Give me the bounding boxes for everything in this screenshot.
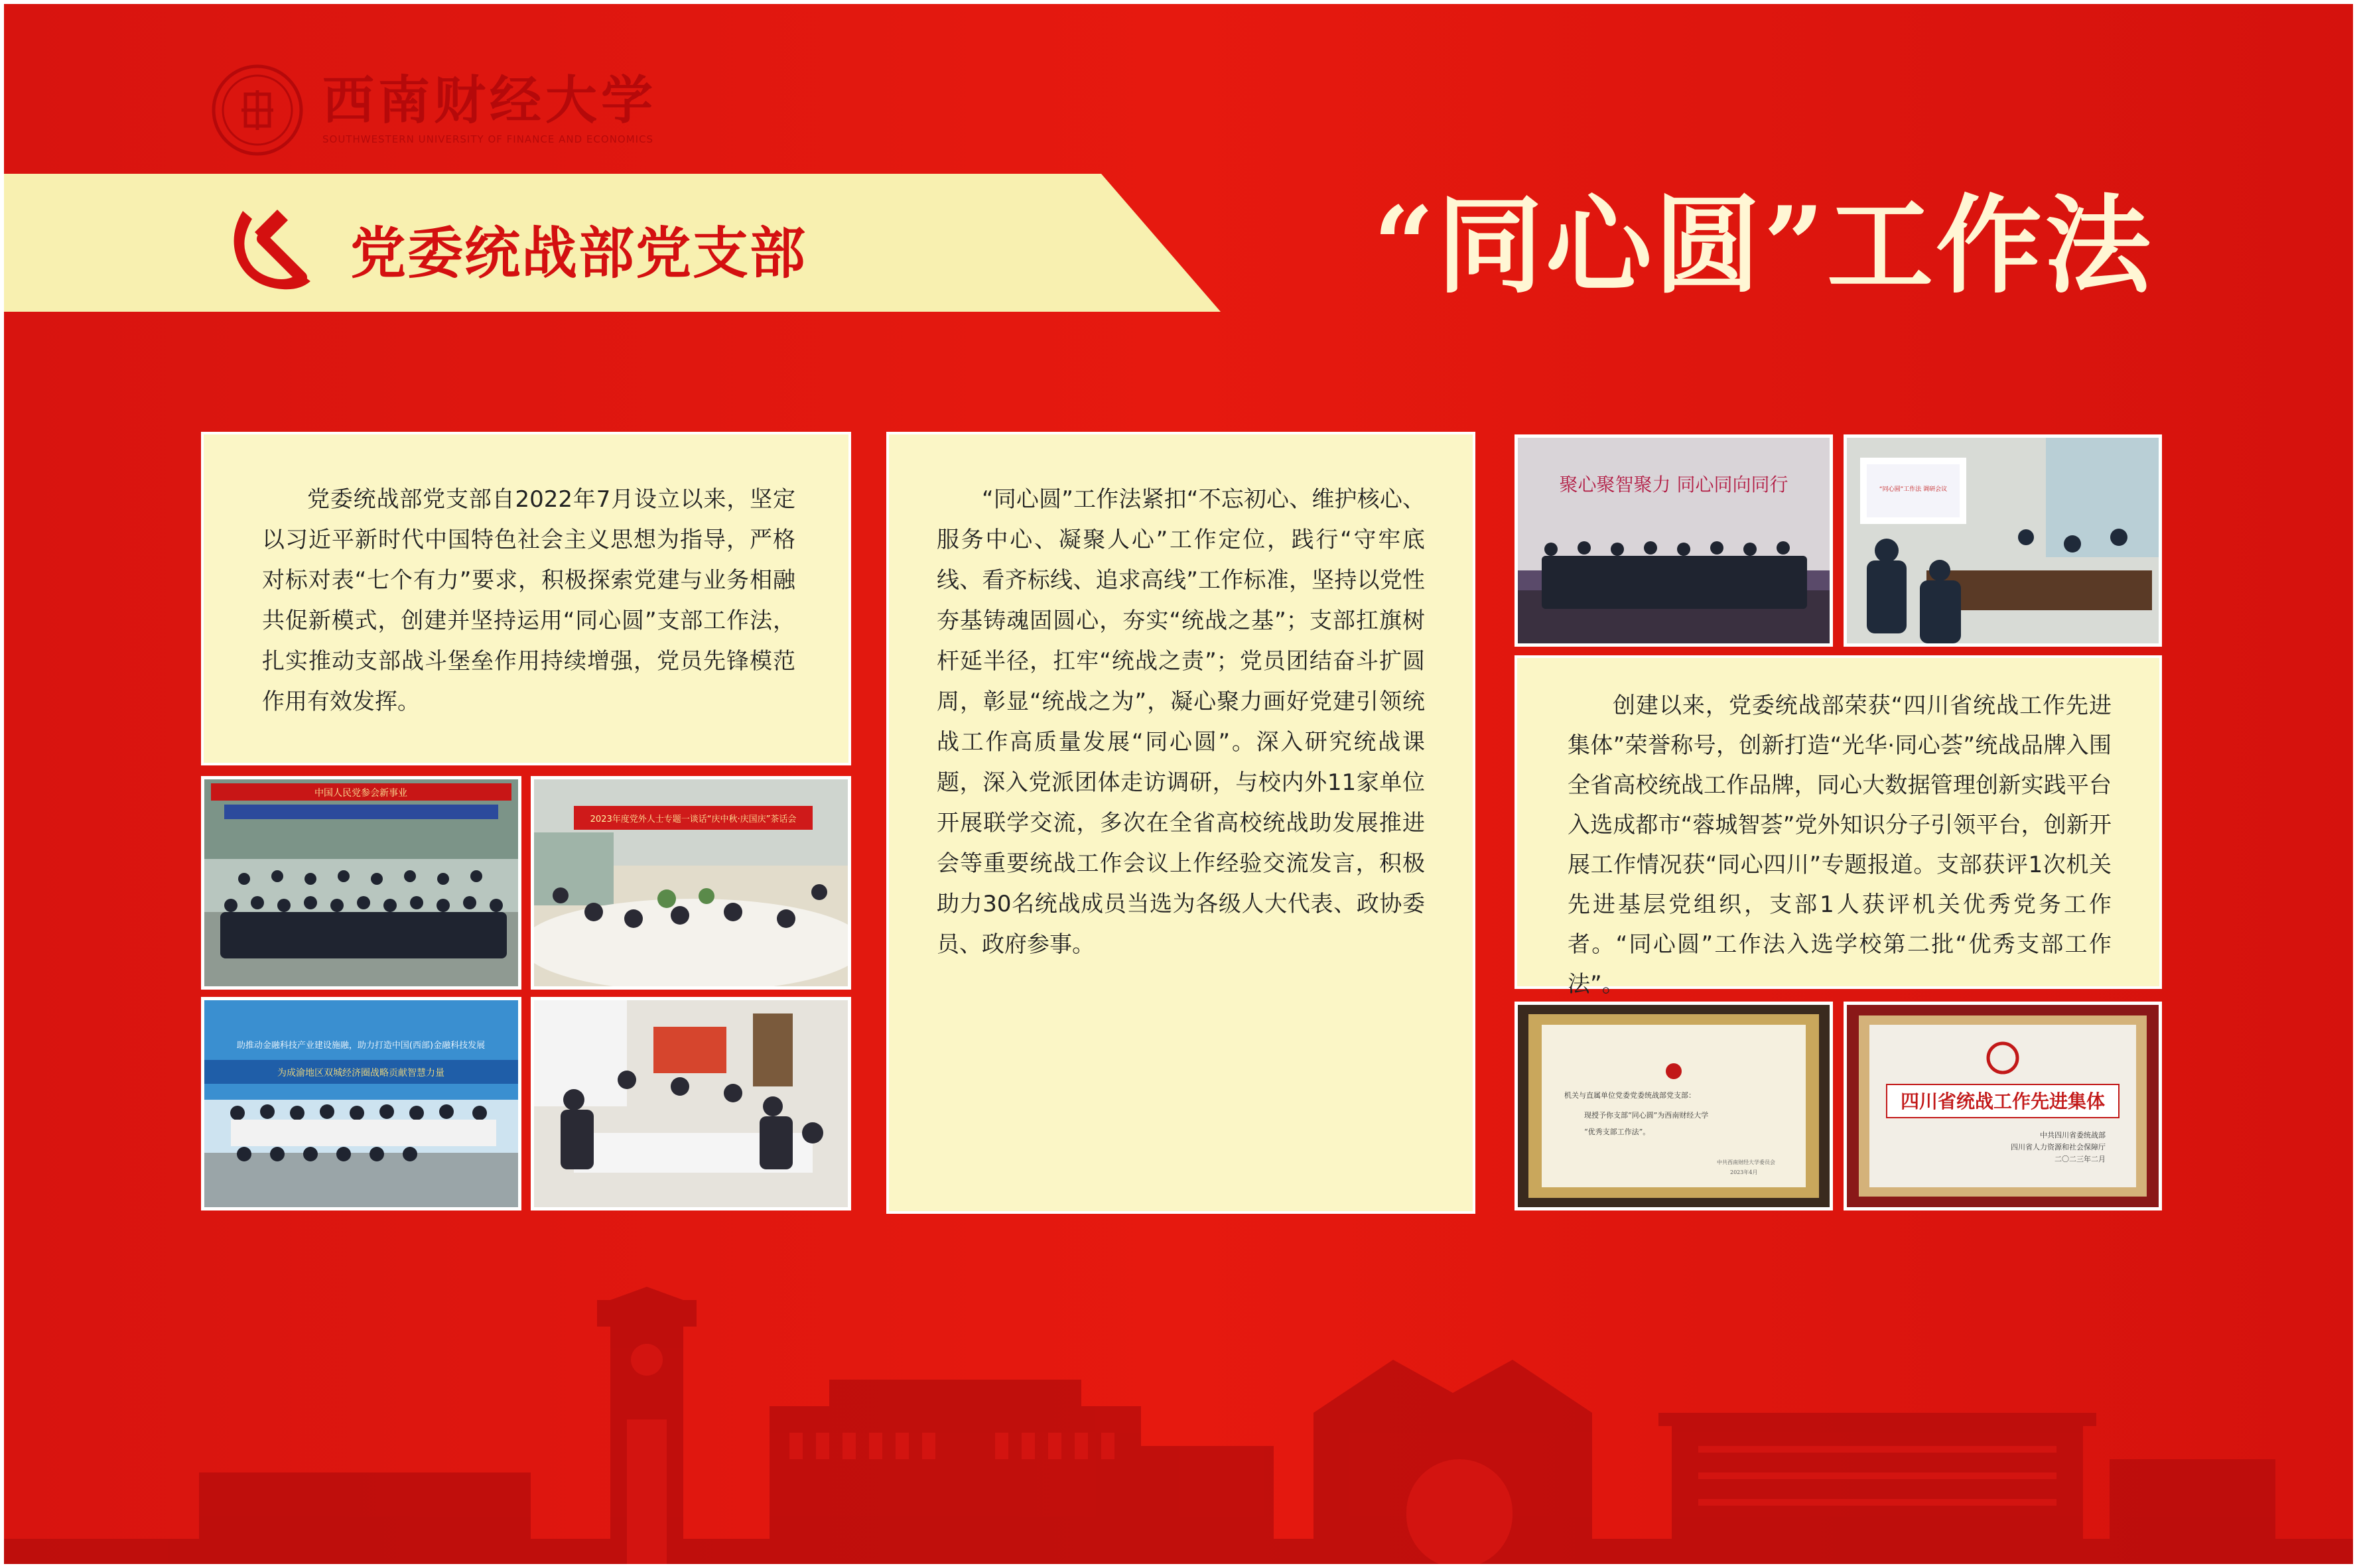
photo1-banner-text: 中国人民党参会新事业 [314, 788, 407, 799]
cert2-title: 四川省统战工作先进集体 [1900, 1090, 2106, 1112]
photo2-banner-text: 2023年度党外人士专题一谈话“庆中秋·庆国庆”茶话会 [590, 815, 797, 824]
cert1-line3: “优秀支部工作法”。 [1584, 1128, 1650, 1136]
branch-name: 党委统战部党支部 [350, 221, 807, 286]
method-title: “同心圆”工作法 [1373, 183, 2154, 308]
cert2-date: 二〇二三年二月 [2054, 1155, 2106, 1163]
photo6-screen-text: “同心圆”工作法 调研会议 [1879, 486, 1948, 493]
party-emblem-icon [216, 199, 316, 298]
meeting-photo-6 [1844, 434, 2162, 647]
cert2-issuer-2: 四川省人力资源和社会保障厅 [2011, 1143, 2106, 1151]
method-card [886, 432, 1475, 1214]
intro-text: 党委统战部党支部自2022年7月设立以来，坚定以习近平新时代中国特色社会主义思想为指导，严格对标对表“七个有力”要求，积极探索党建与业务相融共促新模式，创建并坚持运用“同心圆”支部工作法，扎实推动支部战斗堡垒作用持续增强，党员先锋模范作用有效发挥。 [262, 486, 795, 715]
certificate-photo-2 [1844, 1002, 2162, 1210]
achievements-text: 创建以来，党委统战部荣获“四川省统战工作先进集体”荣誉称号，创新打造“光华·同心荟”统战品牌入围全省高校统战工作品牌，同心大数据管理创新实践平台入选成都市“蓉城智荟”党外知识分子引领平台，创新开展工作情况获“同心四川”专题报道。支部获评1次机关先进基层党组织，支部1人获评机关优秀党务工作者。“同心圆”工作法入选学校第二批“优秀支部工作法”。 [1568, 692, 2112, 998]
cert1-line2: 现授予你支部“同心圆”为西南财经大学 [1584, 1111, 1709, 1120]
school-name-en: SOUTHWESTERN UNIVERSITY OF FINANCE AND ECONOMICS [322, 133, 654, 145]
certificate-photo-1 [1515, 1002, 1833, 1210]
school-seal-icon [211, 64, 304, 157]
group-photo-3 [201, 997, 521, 1210]
cert1-line1: 机关与直属单位党委党委统战部党支部： [1564, 1091, 1696, 1100]
cert2-issuer-1: 中共四川省委统战部 [2040, 1131, 2106, 1140]
meeting-photo-2 [531, 776, 851, 990]
meeting-photo-4 [531, 997, 851, 1210]
photo3-banner-text-2: 为成渝地区双城经济圈战略贡献智慧力量 [277, 1068, 444, 1078]
intro-card [201, 432, 851, 765]
cert1-date: 2023年4月 [1730, 1169, 1758, 1175]
group-photo-5 [1515, 434, 1833, 647]
school-logo [211, 64, 657, 157]
school-name-cn: 西南财经大学 [322, 70, 657, 131]
campus-skyline [0, 1287, 2357, 1568]
photo5-banner-text: 聚心聚智聚力 同心同向同行 [1559, 474, 1788, 495]
achievements-card [1515, 655, 2162, 998]
cert1-sign: 中共西南财经大学委员会 [1717, 1159, 1775, 1165]
photo3-banner-text-1: 助推动金融科技产业建设施融，助力打造中国(西部)金融科技发展 [236, 1041, 486, 1051]
method-text: “同心圆”工作法紧扣“不忘初心、维护核心、服务中心、凝聚人心”工作定位，践行“守牢底线、看齐标线、追求高线”工作标准，坚持以党性夯基铸魂固圆心，夯实“统战之基”；支部扛旗树杆延半径，扛牢“统战之责”；党员团结奋斗扩圆周，彰显“统战之为”，凝心聚力画好党建引领统战工作高质量发展“同心圆”。深入研究统战课题，深入党派团体走访调研，与校内外11家单位开展联学交流，多次在全省高校统战助发展推进会等重要统战工作会议上作经验交流发言，积极助力30名统战成员当选为各级人大代表、政协委员、政府参事。 [937, 486, 1425, 958]
group-photo-1 [201, 776, 521, 990]
